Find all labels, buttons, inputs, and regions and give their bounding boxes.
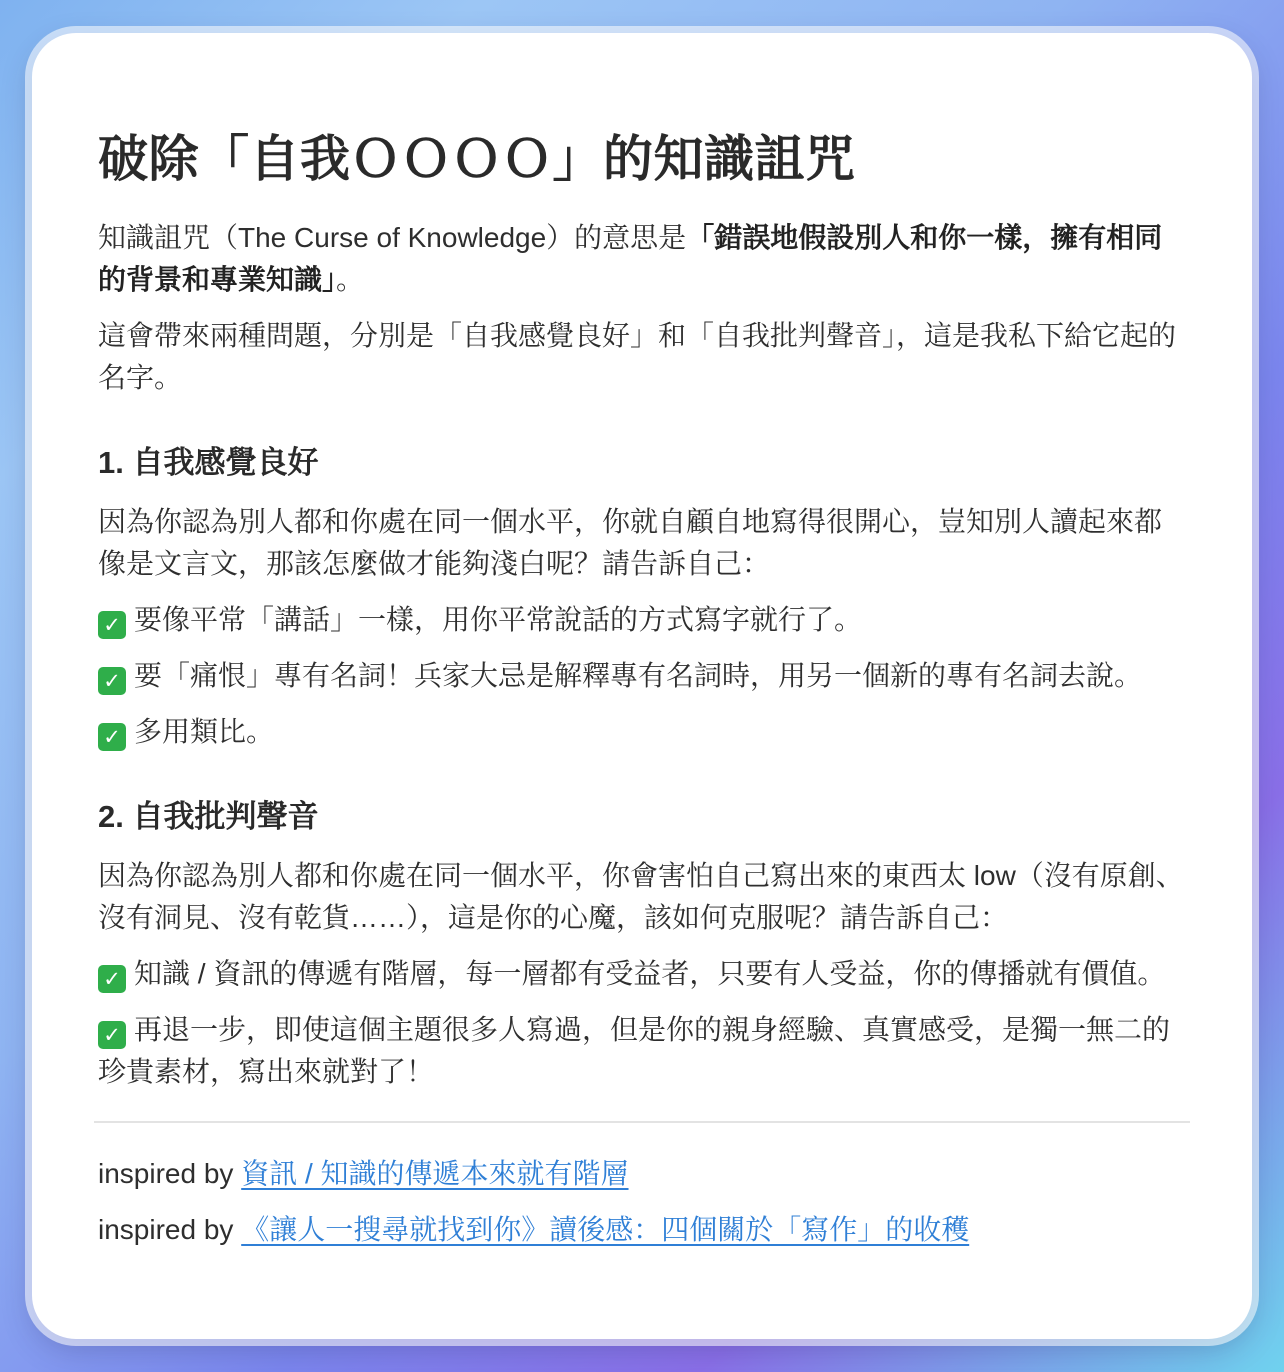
inspired-line-2	[98, 1209, 1186, 1251]
check-item-text: 要「痛恨」專有名詞！兵家大忌是解釋專有名詞時，用另一個新的專有名詞去說。	[134, 660, 1143, 691]
check-item	[98, 599, 1186, 641]
check-item-text: 要像平常「講話」一樣，用你平常說話的方式寫字就行了。	[134, 604, 863, 635]
check-item	[98, 953, 1186, 995]
check-item-text: 再退一步，即使這個主題很多人寫過，但是你的親身經驗、真實感受，是獨一無二的珍貴素材，寫出來就對了！	[98, 1014, 1171, 1087]
check-mark-icon: ✓	[98, 1021, 126, 1049]
check-item-text: 知識 / 資訊的傳遞有階層，每一層都有受益者，只要有人受益，你的傳播就有價值。	[134, 958, 1166, 989]
check-item	[98, 655, 1186, 697]
inspired-line-1	[98, 1153, 1186, 1195]
check-mark-icon: ✓	[98, 667, 126, 695]
inspired-link-2[interactable]: 《讓人一搜尋就找到你》讀後感：四個關於「寫作」的收穫	[241, 1214, 970, 1245]
section-heading-1: 1. 自我感覺良好	[98, 445, 319, 480]
intro-text: 知識詛咒（The Curse of Knowledge）的意思是	[98, 222, 687, 253]
intro-bold-definition: 「錯誤地假設別人和你一樣，擁有相同的背景和專業知識」	[98, 222, 1163, 295]
check-mark-icon: ✓	[98, 611, 126, 639]
section-body-2: 因為你認為別人都和你處在同一個水平，你會害怕自己寫出來的東西太 low（沒有原創、沒有洞見、沒有乾貨……），這是你的心魔，該如何克服呢？請告訴自己：	[98, 860, 1184, 933]
intro-paragraph-2: 這會帶來兩種問題，分別是「自我感覺良好」和「自我批判聲音」，這是我私下給它起的名字。	[98, 320, 1177, 393]
section-heading-2: 2. 自我批判聲音	[98, 799, 319, 834]
check-mark-icon: ✓	[98, 723, 126, 751]
inspired-link-1[interactable]: 資訊 / 知識的傳遞本來就有階層	[241, 1158, 629, 1189]
article-card	[32, 33, 1252, 1339]
section-body-1: 因為你認為別人都和你處在同一個水平，你就自顧自地寫得很開心，豈知別人讀起來都像是文言文，那該怎麼做才能夠淺白呢？請告訴自己：	[98, 506, 1163, 579]
page-title: 破除「自我ＯＯＯＯ」的知識詛咒	[98, 131, 856, 187]
check-item	[98, 711, 1186, 753]
inspired-prefix: inspired by	[98, 1214, 242, 1245]
check-mark-icon: ✓	[98, 965, 126, 993]
check-item-text: 多用類比。	[134, 716, 275, 747]
inspired-prefix: inspired by	[98, 1158, 242, 1189]
intro-paragraph-1	[98, 217, 1186, 301]
divider	[94, 1121, 1190, 1123]
intro-suffix: 。	[336, 264, 365, 295]
check-item	[98, 1009, 1186, 1093]
